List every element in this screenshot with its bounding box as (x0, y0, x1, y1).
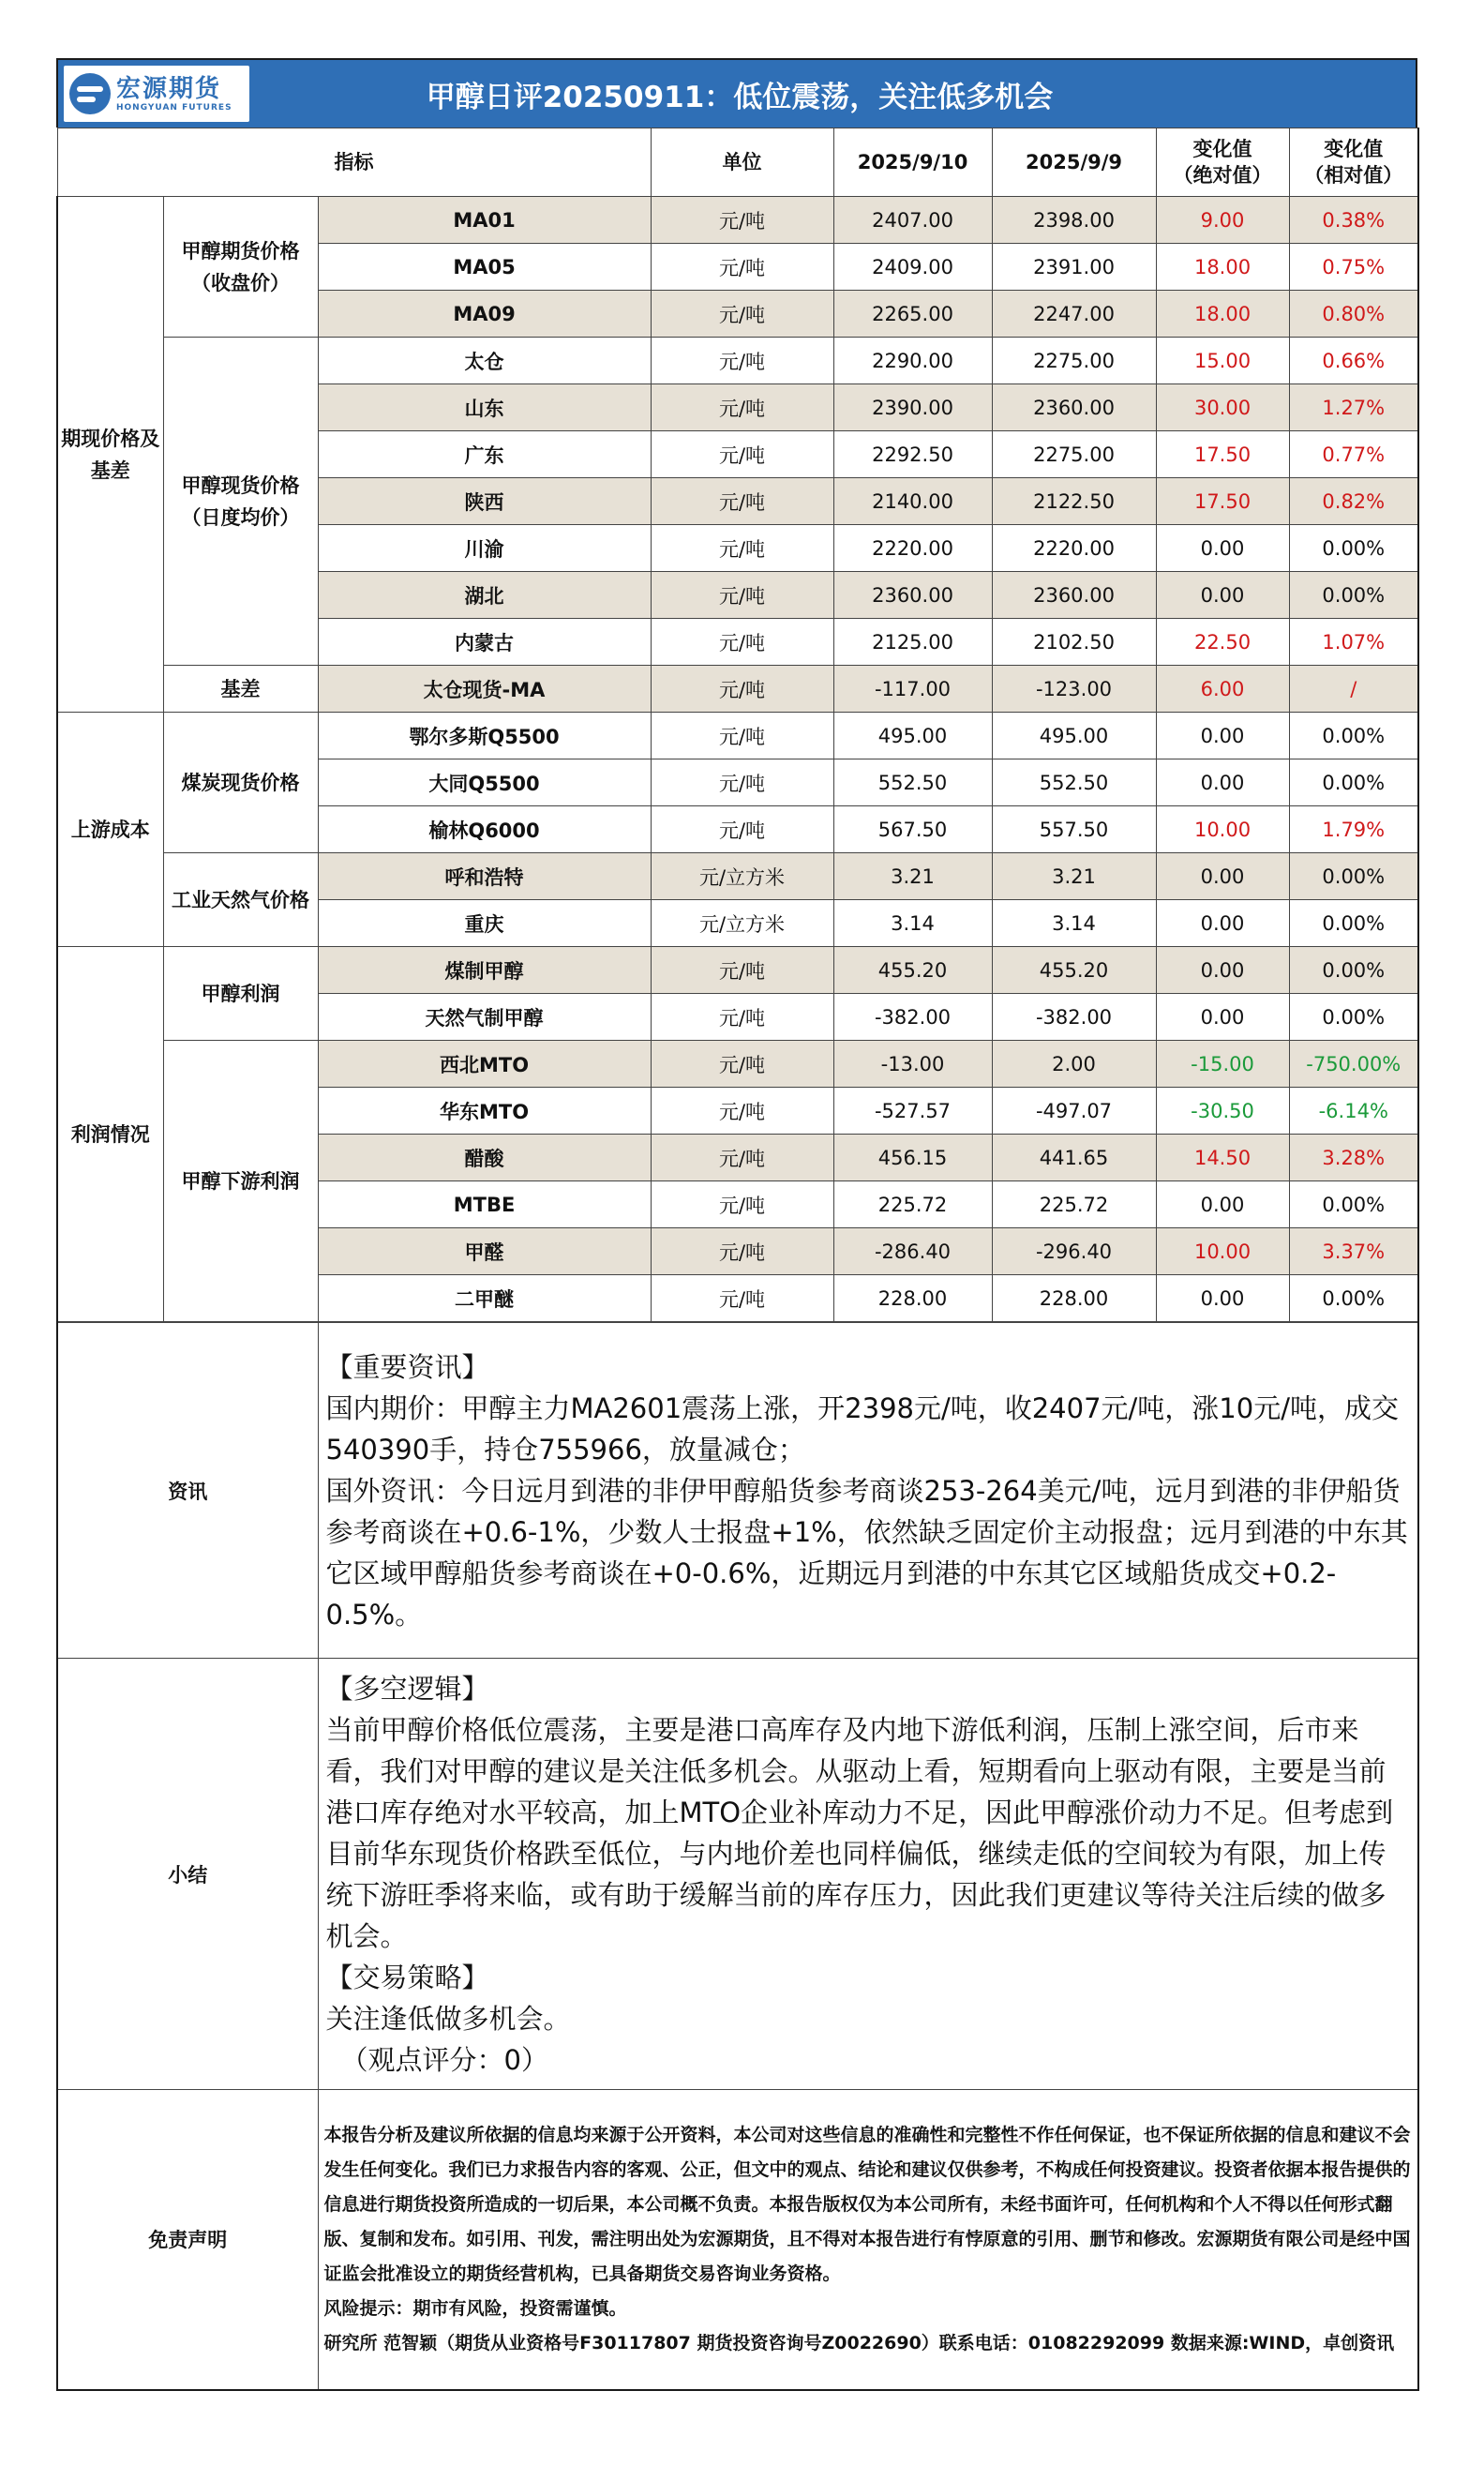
abs-change: 0.00 (1156, 1181, 1289, 1228)
value-date-2: 225.72 (992, 1181, 1156, 1228)
rel-change: 0.75% (1289, 244, 1418, 291)
abs-change: 22.50 (1156, 619, 1289, 666)
table-row (57, 197, 1418, 244)
category-cell: 上游成本 (57, 713, 163, 947)
subcategory-cell: 甲醇下游利润 (163, 1041, 318, 1322)
summary-row (57, 1659, 1418, 2090)
value-date-2: 2247.00 (992, 291, 1156, 338)
value-date-1: 455.20 (833, 947, 992, 994)
value-date-1: 567.50 (833, 806, 992, 853)
abs-change: 6.00 (1156, 666, 1289, 713)
indicator-name: 太仓 (318, 338, 651, 384)
indicator-name: 内蒙古 (318, 619, 651, 666)
table-row (57, 853, 1418, 900)
table-row (57, 338, 1418, 384)
value-date-2: -296.40 (992, 1228, 1156, 1275)
abs-change: 0.00 (1156, 1275, 1289, 1322)
indicator-name: 鄂尔多斯Q5500 (318, 713, 651, 759)
rel-change: 0.38% (1289, 197, 1418, 244)
header-date-2: 2025/9/9 (992, 128, 1156, 197)
disclaimer-label: 免责声明 (57, 2090, 318, 2390)
table-row (57, 1041, 1418, 1088)
unit-cell: 元/吨 (651, 431, 833, 478)
category-cell: 利润情况 (57, 947, 163, 1322)
summary-label: 小结 (57, 1659, 318, 2090)
logo-english-name: HONGYUAN FUTURES (116, 103, 232, 113)
value-date-2: 228.00 (992, 1275, 1156, 1322)
abs-change: -15.00 (1156, 1041, 1289, 1088)
abs-change: -30.50 (1156, 1088, 1289, 1135)
rel-change: 0.77% (1289, 431, 1418, 478)
strategy-text: 关注逢低做多机会。 (325, 2002, 571, 2035)
value-date-2: 552.50 (992, 759, 1156, 806)
indicator-name: 二甲醚 (318, 1275, 651, 1322)
unit-cell: 元/吨 (651, 759, 833, 806)
value-date-2: 2220.00 (992, 525, 1156, 572)
rel-change: 3.37% (1289, 1228, 1418, 1275)
value-date-1: 2390.00 (833, 384, 992, 431)
unit-cell: 元/吨 (651, 619, 833, 666)
value-date-1: -527.57 (833, 1088, 992, 1135)
subcategory-cell: 煤炭现货价格 (163, 713, 318, 853)
value-date-1: -382.00 (833, 994, 992, 1041)
value-date-1: 2292.50 (833, 431, 992, 478)
rel-change: 0.82% (1289, 478, 1418, 525)
indicator-name: 湖北 (318, 572, 651, 619)
rel-change: / (1289, 666, 1418, 713)
indicator-name: 甲醛 (318, 1228, 651, 1275)
indicator-name: 天然气制甲醇 (318, 994, 651, 1041)
rel-change: 0.66% (1289, 338, 1418, 384)
abs-change: 0.00 (1156, 525, 1289, 572)
value-date-1: 2407.00 (833, 197, 992, 244)
rel-change: 3.28% (1289, 1135, 1418, 1181)
indicator-name: MA05 (318, 244, 651, 291)
header-unit: 单位 (651, 128, 833, 197)
indicator-name: 广东 (318, 431, 651, 478)
unit-cell: 元/立方米 (651, 900, 833, 947)
unit-cell: 元/吨 (651, 478, 833, 525)
unit-cell: 元/吨 (651, 994, 833, 1041)
value-date-1: 225.72 (833, 1181, 992, 1228)
unit-cell: 元/吨 (651, 525, 833, 572)
rating-text: （观点评分：0） (340, 2043, 548, 2076)
author-info: 研究所 范智颖（期货从业资格号F30117807 期货投资咨询号Z0022690）联系电话：01082292099 数据来源:WIND，卓创资讯 (323, 2332, 1395, 2353)
indicator-name: MA01 (318, 197, 651, 244)
unit-cell: 元/吨 (651, 666, 833, 713)
value-date-2: -123.00 (992, 666, 1156, 713)
summary-body (318, 1659, 1418, 2090)
value-date-2: 2391.00 (992, 244, 1156, 291)
indicator-name: 西北MTO (318, 1041, 651, 1088)
unit-cell: 元/吨 (651, 947, 833, 994)
logo-mark-icon (69, 73, 111, 114)
value-date-2: 495.00 (992, 713, 1156, 759)
logo-name: 宏源期货 (116, 75, 222, 103)
value-date-2: 2360.00 (992, 572, 1156, 619)
unit-cell: 元/吨 (651, 384, 833, 431)
news-body (318, 1323, 1418, 1659)
news-row (57, 1323, 1418, 1659)
value-date-2: 2122.50 (992, 478, 1156, 525)
price-table (56, 128, 1419, 1322)
disclaimer-text: 本报告分析及建议所依据的信息均来源于公开资料，本公司对这些信息的准确性和完整性不作任何保证，也不保证所依据的信息和建议不会发生任何变化。我们已力求报告内容的客观、公正，但文中的观点、结论和建议仅供参考，不构成任何投资建议。投资者依据本报告提供的信息进行期货投资所造成的一切后果，本公司概不负责。本报告版权仅为本公司所有，未经书面许可，任何机构和个人不得以任何形式翻版、复制和发布。如引用、刊发，需注明出处为宏源期货，且不得对本报告进行有悖原意的引用、删节和修改。宏源期货有限公司是经中国证监会批准设立的期货经营机构，已具备期货交易咨询业务资格。 (323, 2124, 1411, 2284)
disclaimer-body (318, 2090, 1418, 2390)
table-header-row (57, 128, 1418, 197)
unit-cell: 元/吨 (651, 244, 833, 291)
table-row (57, 947, 1418, 994)
value-date-2: 455.20 (992, 947, 1156, 994)
abs-change: 10.00 (1156, 806, 1289, 853)
abs-change: 0.00 (1156, 713, 1289, 759)
strategy-heading: 【交易策略】 (325, 1961, 489, 1993)
unit-cell: 元/吨 (651, 1228, 833, 1275)
news-heading: 【重要资讯】 (325, 1350, 489, 1383)
value-date-1: 552.50 (833, 759, 992, 806)
table-row (57, 666, 1418, 713)
abs-change: 0.00 (1156, 759, 1289, 806)
value-date-2: -382.00 (992, 994, 1156, 1041)
value-date-2: 2360.00 (992, 384, 1156, 431)
news-overseas: 国外资讯：今日远月到港的非伊甲醇船货参考商谈253-264美元/吨，远月到港的非伊船货参考商谈在+0.6-1%，少数人士报盘+1%，依然缺乏固定价主动报盘；远月到港的中东其它区域甲醇船货参考商谈在+0-0.6%，近期远月到港的中东其它区域船货成交+0.2-0.5%。 (325, 1474, 1408, 1631)
indicator-name: 大同Q5500 (318, 759, 651, 806)
abs-change: 18.00 (1156, 244, 1289, 291)
category-cell: 期现价格及基差 (57, 197, 163, 713)
unit-cell: 元/吨 (651, 291, 833, 338)
news-label: 资讯 (57, 1323, 318, 1659)
subcategory-cell: 甲醇现货价格（日度均价） (163, 338, 318, 666)
rel-change: 0.00% (1289, 572, 1418, 619)
value-date-1: 228.00 (833, 1275, 992, 1322)
value-date-2: 441.65 (992, 1135, 1156, 1181)
unit-cell: 元/吨 (651, 1275, 833, 1322)
rel-change: 1.27% (1289, 384, 1418, 431)
rel-change: 1.79% (1289, 806, 1418, 853)
unit-cell: 元/立方米 (651, 853, 833, 900)
rel-change: 0.00% (1289, 947, 1418, 994)
rel-change: 0.00% (1289, 1181, 1418, 1228)
report-sheet (56, 58, 1417, 2391)
report-title: 甲醇日评20250911：低位震荡，关注低多机会 (426, 80, 1054, 114)
value-date-1: 3.21 (833, 853, 992, 900)
news-domestic: 国内期价：甲醇主力MA2601震荡上涨，开2398元/吨，收2407元/吨，涨10元/吨，成交540390手，持仓755966，放量减仓； (325, 1391, 1399, 1466)
indicator-name: 山东 (318, 384, 651, 431)
header-rel-change: 变化值 （相对值） (1289, 128, 1418, 197)
value-date-2: 2275.00 (992, 431, 1156, 478)
subcategory-cell: 甲醇利润 (163, 947, 318, 1041)
subcategory-cell: 甲醇期货价格（收盘价） (163, 197, 318, 338)
unit-cell: 元/吨 (651, 197, 833, 244)
unit-cell: 元/吨 (651, 572, 833, 619)
risk-warning: 风险提示：期市有风险，投资需谨慎。 (323, 2297, 627, 2319)
header-indicator: 指标 (57, 128, 651, 197)
indicator-name: 榆林Q6000 (318, 806, 651, 853)
unit-cell: 元/吨 (651, 713, 833, 759)
abs-change: 17.50 (1156, 478, 1289, 525)
abs-change: 0.00 (1156, 994, 1289, 1041)
company-logo (64, 66, 249, 122)
abs-change: 14.50 (1156, 1135, 1289, 1181)
value-date-1: 2290.00 (833, 338, 992, 384)
rel-change: 0.00% (1289, 994, 1418, 1041)
indicator-name: 呼和浩特 (318, 853, 651, 900)
indicator-name: 川渝 (318, 525, 651, 572)
indicator-name: 煤制甲醇 (318, 947, 651, 994)
indicator-name: MTBE (318, 1181, 651, 1228)
indicator-name: MA09 (318, 291, 651, 338)
abs-change: 30.00 (1156, 384, 1289, 431)
abs-change: 0.00 (1156, 900, 1289, 947)
rel-change: 0.00% (1289, 759, 1418, 806)
value-date-2: 2398.00 (992, 197, 1156, 244)
rel-change: 0.00% (1289, 853, 1418, 900)
unit-cell: 元/吨 (651, 1041, 833, 1088)
value-date-1: 2409.00 (833, 244, 992, 291)
value-date-1: 2360.00 (833, 572, 992, 619)
value-date-2: 3.14 (992, 900, 1156, 947)
unit-cell: 元/吨 (651, 1135, 833, 1181)
value-date-1: 2220.00 (833, 525, 992, 572)
value-date-2: 2102.50 (992, 619, 1156, 666)
subcategory-cell: 工业天然气价格 (163, 853, 318, 947)
value-date-2: 557.50 (992, 806, 1156, 853)
rel-change: -750.00% (1289, 1041, 1418, 1088)
value-date-1: -286.40 (833, 1228, 992, 1275)
value-date-1: 2265.00 (833, 291, 992, 338)
logic-text: 当前甲醇价格低位震荡，主要是港口高库存及内地下游低利润，压制上涨空间，后市来看，我们对甲醇的建议是关注低多机会。从驱动上看，短期看向上驱动有限，主要是当前港口库存绝对水平较高，加上MTO企业补库动力不足，因此甲醇涨价动力不足。但考虑到目前华东现货价格跌至低位，与内地价差也同样偏低，继续走低的空间较为有限，加上传统下游旺季将来临，或有助于缓解当前的库存压力，因此我们更建议等待关注后续的做多机会。 (325, 1713, 1394, 1952)
rel-change: 0.00% (1289, 713, 1418, 759)
table-row (57, 713, 1418, 759)
logic-heading: 【多空逻辑】 (325, 1672, 489, 1705)
value-date-2: 3.21 (992, 853, 1156, 900)
header-abs-change: 变化值 （绝对值） (1156, 128, 1289, 197)
rel-change: 0.00% (1289, 525, 1418, 572)
value-date-1: 2125.00 (833, 619, 992, 666)
rel-change: 1.07% (1289, 619, 1418, 666)
commentary-table (56, 1322, 1419, 2391)
unit-cell: 元/吨 (651, 1181, 833, 1228)
abs-change: 15.00 (1156, 338, 1289, 384)
indicator-name: 陕西 (318, 478, 651, 525)
unit-cell: 元/吨 (651, 1088, 833, 1135)
value-date-1: 3.14 (833, 900, 992, 947)
value-date-1: 2140.00 (833, 478, 992, 525)
value-date-1: -13.00 (833, 1041, 992, 1088)
abs-change: 0.00 (1156, 947, 1289, 994)
value-date-2: -497.07 (992, 1088, 1156, 1135)
rel-change: 0.00% (1289, 900, 1418, 947)
value-date-2: 2.00 (992, 1041, 1156, 1088)
abs-change: 0.00 (1156, 853, 1289, 900)
title-bar (56, 58, 1417, 128)
abs-change: 10.00 (1156, 1228, 1289, 1275)
rel-change: 0.00% (1289, 1275, 1418, 1322)
abs-change: 17.50 (1156, 431, 1289, 478)
unit-cell: 元/吨 (651, 338, 833, 384)
indicator-name: 醋酸 (318, 1135, 651, 1181)
value-date-1: -117.00 (833, 666, 992, 713)
value-date-1: 495.00 (833, 713, 992, 759)
value-date-2: 2275.00 (992, 338, 1156, 384)
rel-change: 0.80% (1289, 291, 1418, 338)
rel-change: -6.14% (1289, 1088, 1418, 1135)
indicator-name: 重庆 (318, 900, 651, 947)
value-date-1: 456.15 (833, 1135, 992, 1181)
subcategory-cell: 基差 (163, 666, 318, 713)
abs-change: 9.00 (1156, 197, 1289, 244)
indicator-name: 华东MTO (318, 1088, 651, 1135)
header-date-1: 2025/9/10 (833, 128, 992, 197)
disclaimer-row (57, 2090, 1418, 2390)
abs-change: 18.00 (1156, 291, 1289, 338)
abs-change: 0.00 (1156, 572, 1289, 619)
indicator-name: 太仓现货-MA (318, 666, 651, 713)
unit-cell: 元/吨 (651, 806, 833, 853)
